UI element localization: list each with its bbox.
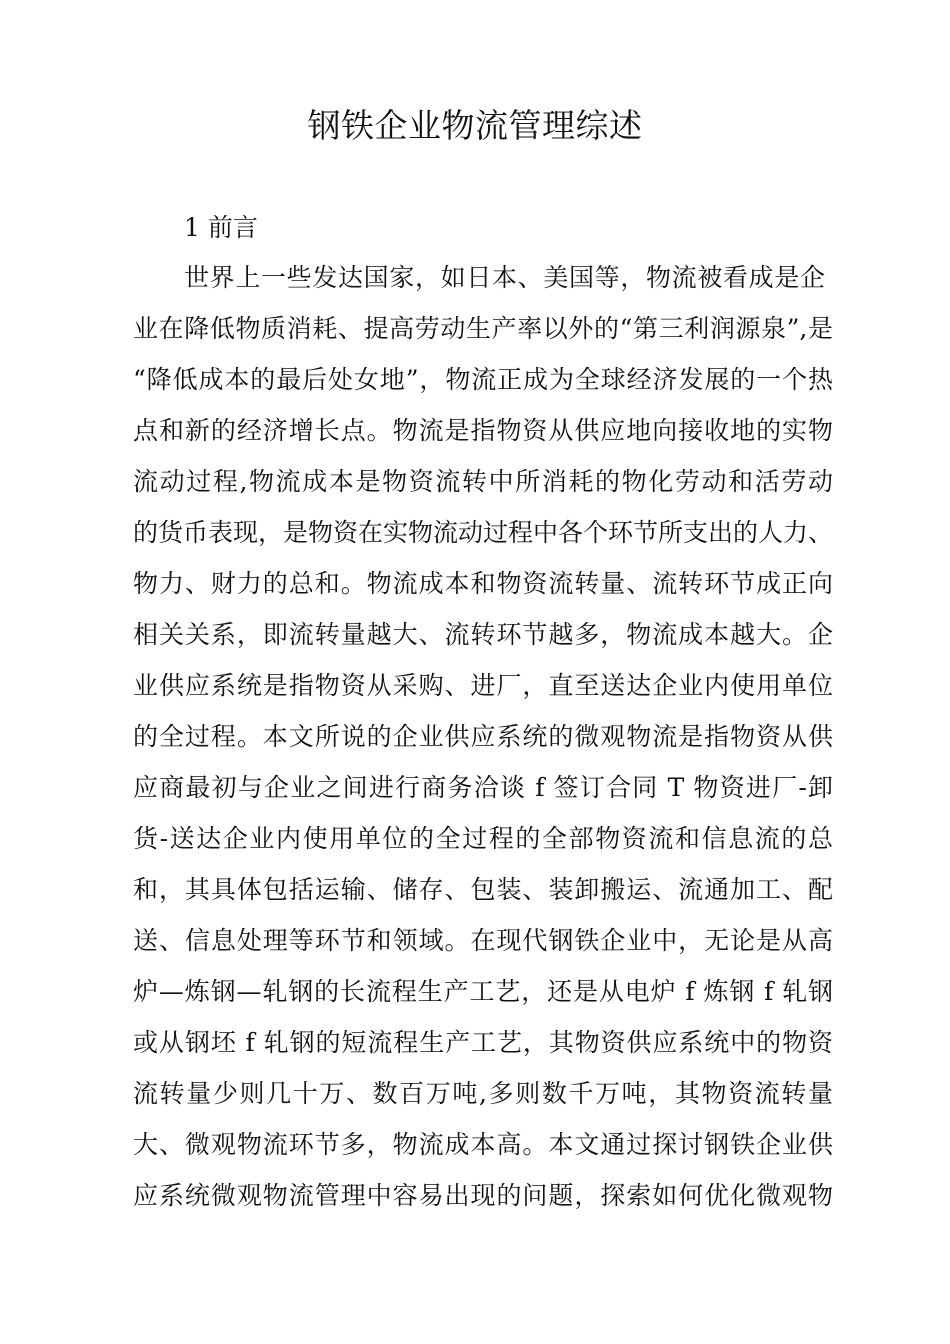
paragraph-line: 应商最初与企业之间进行商务洽谈 f 签订合同 T 物资进厂-卸	[133, 773, 833, 802]
paragraph-line: 的货币表现，是物资在实物流动过程中各个环节所支出的人力、	[133, 518, 834, 547]
paragraph-line: 货-送达企业内使用单位的全过程的全部物资流和信息流的总	[133, 824, 833, 853]
paragraph-line: 送、信息处理等环节和领域。在现代钢铁企业中，无论是从高	[133, 926, 833, 955]
paragraph-line: 业供应系统是指物资从采购、进厂，直至送达企业内使用单位	[133, 671, 833, 700]
section-heading: 1 前言	[184, 213, 258, 242]
paragraph-line: 大、微观物流环节多，物流成本高。本文通过探讨钢铁企业供	[133, 1130, 833, 1159]
paragraph-line: 应系统微观物流管理中容易出现的问题，探索如何优化微观物	[133, 1181, 833, 1210]
paragraph-line: 炉—炼钢—轧钢的长流程生产工艺，还是从电炉 f 炼钢 f 轧钢	[133, 977, 833, 1006]
paragraph-line: 或从钢坯 f 轧钢的短流程生产工艺，其物资供应系统中的物资	[133, 1028, 833, 1057]
paragraph-line: 物力、财力的总和。物流成本和物资流转量、流转环节成正向	[133, 569, 833, 598]
paragraph-line: 的全过程。本文所说的企业供应系统的微观物流是指物资从供	[133, 722, 833, 751]
paragraph-line: 点和新的经济增长点。物流是指物资从供应地向接收地的实物	[133, 416, 833, 445]
paragraph-line: 和，其具体包括运输、储存、包装、装卸搬运、流通加工、配	[133, 875, 833, 904]
paragraph-line: 流动过程,物流成本是物资流转中所消耗的物化劳动和活劳动	[133, 467, 833, 496]
paragraph-line: 业在降低物质消耗、提高劳动生产率以外的“第三利润源泉”,是	[133, 314, 833, 343]
paragraph-line: 相关关系，即流转量越大、流转环节越多，物流成本越大。企	[133, 620, 833, 649]
paragraph-line: 流转量少则几十万、数百万吨,多则数千万吨，其物资流转量	[133, 1079, 833, 1108]
document-title: 钢铁企业物流管理综述	[307, 106, 643, 145]
paragraph-line: “降低成本的最后处女地”，物流正成为全球经济发展的一个热	[133, 365, 833, 394]
paragraph-line: 世界上一些发达国家，如日本、美国等，物流被看成是企	[184, 263, 825, 292]
